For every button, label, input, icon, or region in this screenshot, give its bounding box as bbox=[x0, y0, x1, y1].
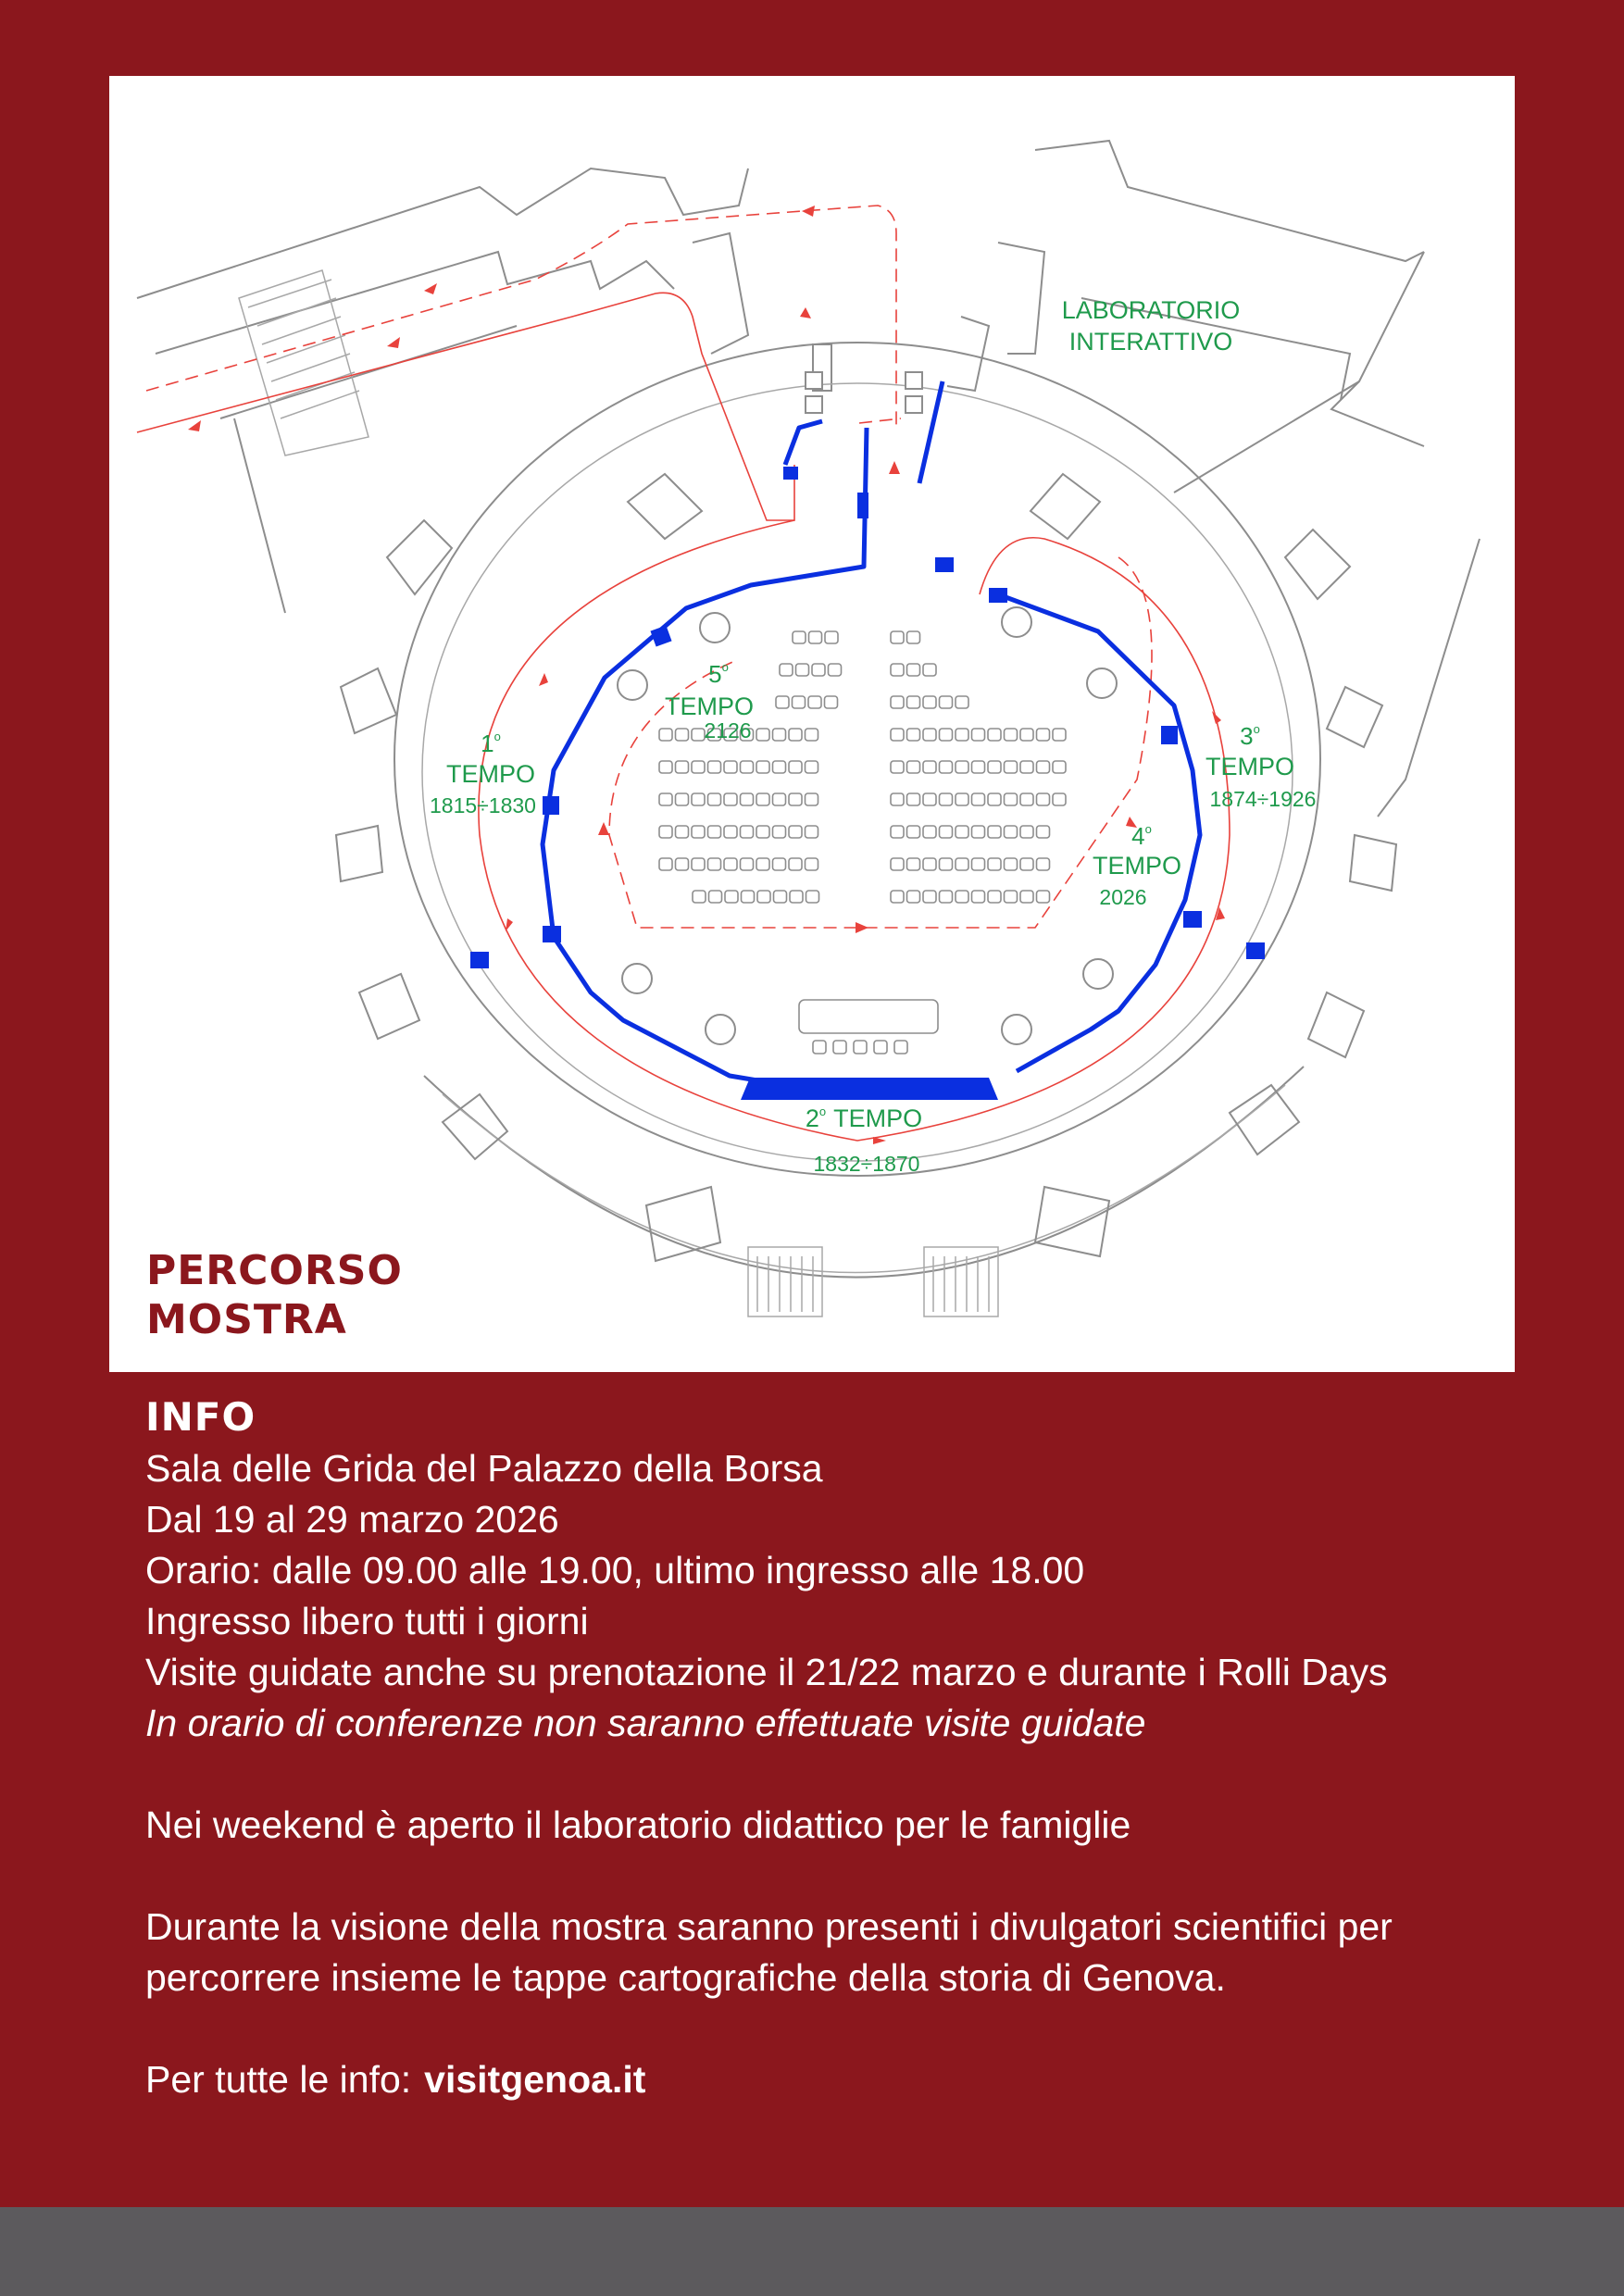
tempo3-number: 3$^o$ bbox=[1240, 722, 1260, 750]
seat bbox=[988, 729, 1001, 741]
tempo1-word: TEMPO bbox=[445, 760, 536, 788]
spacer bbox=[145, 1851, 1590, 1902]
tempo3-years: 1874÷1926 bbox=[1209, 787, 1317, 811]
seat bbox=[1020, 826, 1033, 838]
seat bbox=[956, 729, 968, 741]
map-title-line1: PERCORSO bbox=[146, 1247, 403, 1294]
seat bbox=[1005, 793, 1018, 805]
seat bbox=[692, 793, 705, 805]
seat bbox=[789, 761, 802, 773]
seat bbox=[907, 696, 920, 708]
seat bbox=[972, 761, 985, 773]
spacer bbox=[145, 1749, 1590, 1800]
seat bbox=[709, 891, 722, 903]
seat bbox=[923, 891, 936, 903]
seat bbox=[1053, 761, 1066, 773]
seat bbox=[725, 891, 738, 903]
seat bbox=[789, 793, 802, 805]
seat bbox=[776, 696, 789, 708]
tempo5-word: TEMPO bbox=[664, 693, 755, 720]
tempo5-years: 2126 bbox=[704, 718, 752, 742]
seat bbox=[789, 858, 802, 870]
exhibition-map-panel bbox=[109, 76, 1515, 1372]
seat bbox=[891, 664, 904, 676]
speaker-table bbox=[799, 1000, 938, 1054]
tempo1-years: 1815÷1830 bbox=[430, 793, 536, 817]
seat bbox=[1020, 761, 1033, 773]
seat bbox=[972, 793, 985, 805]
tempo5-number: 5$^o$ bbox=[708, 660, 729, 688]
seat bbox=[693, 891, 706, 903]
seat bbox=[940, 793, 953, 805]
seat bbox=[923, 664, 936, 676]
seat bbox=[789, 826, 802, 838]
seat bbox=[1020, 729, 1033, 741]
seat bbox=[676, 729, 689, 741]
seat bbox=[659, 761, 672, 773]
info-more bbox=[145, 2054, 1590, 2105]
map-title bbox=[146, 1246, 403, 1344]
seat bbox=[940, 729, 953, 741]
seat bbox=[659, 858, 672, 870]
tempo4-number: 4$^o$ bbox=[1131, 822, 1152, 850]
seat bbox=[907, 826, 920, 838]
info-more-prefix: Per tutte le info: bbox=[145, 2058, 412, 2101]
visitor-route bbox=[137, 206, 1230, 1144]
seat bbox=[1020, 793, 1033, 805]
tempo3-word: TEMPO bbox=[1205, 753, 1295, 780]
visitgenoa-link[interactable]: visitgenoa.it bbox=[424, 2058, 646, 2101]
seat bbox=[692, 729, 705, 741]
seat bbox=[825, 631, 838, 643]
seat bbox=[956, 793, 968, 805]
seat bbox=[756, 858, 769, 870]
seat bbox=[1005, 729, 1018, 741]
entrance-stairs bbox=[748, 1247, 998, 1316]
seat bbox=[742, 891, 755, 903]
seat bbox=[708, 761, 721, 773]
seat bbox=[692, 761, 705, 773]
seat bbox=[907, 891, 920, 903]
seat bbox=[956, 696, 968, 708]
seat bbox=[773, 793, 786, 805]
seat bbox=[1005, 761, 1018, 773]
seat bbox=[891, 696, 904, 708]
tempo2-years: 1832÷1870 bbox=[813, 1152, 920, 1176]
staircase bbox=[239, 270, 369, 455]
seat bbox=[708, 826, 721, 838]
seat bbox=[692, 858, 705, 870]
info-divulgatori-line2: percorrere insieme le tappe cartografiche della storia di Genova. bbox=[145, 1956, 1226, 1999]
seat bbox=[796, 664, 809, 676]
seat bbox=[972, 858, 985, 870]
lab-label-line2: INTERATTIVO bbox=[1068, 328, 1233, 356]
seat bbox=[1020, 891, 1033, 903]
exhibition-panels bbox=[470, 381, 1265, 1100]
seat bbox=[923, 729, 936, 741]
seat bbox=[940, 858, 953, 870]
seat bbox=[659, 793, 672, 805]
seat bbox=[825, 696, 838, 708]
info-divulgatori-line1: Durante la visione della mostra saranno presenti i divulgatori scientifici per bbox=[145, 1905, 1393, 1948]
tempo4-word: TEMPO bbox=[1092, 852, 1182, 880]
seat bbox=[756, 793, 769, 805]
seat bbox=[676, 761, 689, 773]
seat bbox=[988, 826, 1001, 838]
seat bbox=[793, 696, 806, 708]
seat bbox=[923, 793, 936, 805]
seat bbox=[907, 761, 920, 773]
seat bbox=[724, 761, 737, 773]
seat bbox=[659, 826, 672, 838]
seat bbox=[812, 664, 825, 676]
seat bbox=[659, 729, 672, 741]
seat bbox=[988, 761, 1001, 773]
seat bbox=[829, 664, 842, 676]
footer-bar bbox=[0, 2207, 1624, 2296]
tempo2-label: 2$^o$ TEMPO bbox=[805, 1104, 923, 1132]
seat bbox=[741, 826, 754, 838]
seat bbox=[956, 858, 968, 870]
seat bbox=[773, 761, 786, 773]
seat bbox=[806, 826, 818, 838]
seat bbox=[756, 826, 769, 838]
seat bbox=[907, 664, 920, 676]
seat bbox=[1037, 793, 1050, 805]
seat bbox=[708, 793, 721, 805]
seat bbox=[676, 858, 689, 870]
seat bbox=[780, 664, 793, 676]
seat bbox=[724, 826, 737, 838]
seat bbox=[774, 891, 787, 903]
info-entry: Ingresso libero tutti i giorni bbox=[145, 1600, 589, 1642]
info-guided-tours: Visite guidate anche su prenotazione il 21/22 marzo e durante i Rolli Days bbox=[145, 1651, 1388, 1693]
seat bbox=[988, 891, 1001, 903]
seat bbox=[891, 858, 904, 870]
seat bbox=[1037, 891, 1050, 903]
seat bbox=[1020, 858, 1033, 870]
map-title-line2: MOSTRA bbox=[146, 1296, 347, 1343]
seat bbox=[809, 631, 822, 643]
seat bbox=[940, 761, 953, 773]
seat bbox=[1053, 729, 1066, 741]
tempo1-number: 1$^o$ bbox=[481, 730, 501, 757]
floor-plan-map bbox=[109, 76, 1515, 1372]
seat bbox=[891, 826, 904, 838]
seat bbox=[806, 793, 818, 805]
seat bbox=[940, 696, 953, 708]
info-heading: INFO bbox=[145, 1394, 256, 1440]
seat bbox=[1005, 891, 1018, 903]
seat bbox=[1005, 826, 1018, 838]
lab-label-line1: LABORATORIO bbox=[1061, 296, 1241, 324]
seat bbox=[806, 891, 819, 903]
seat bbox=[891, 891, 904, 903]
seat bbox=[956, 761, 968, 773]
seat bbox=[741, 761, 754, 773]
seat bbox=[907, 793, 920, 805]
seat bbox=[808, 696, 821, 708]
tempo4-years: 2026 bbox=[1099, 885, 1147, 909]
seat bbox=[1037, 826, 1050, 838]
seat bbox=[956, 891, 968, 903]
seat bbox=[940, 891, 953, 903]
seat bbox=[891, 793, 904, 805]
seat bbox=[724, 793, 737, 805]
info-weekend: Nei weekend è aperto il laboratorio didattico per le famiglie bbox=[145, 1803, 1131, 1846]
seat bbox=[1037, 858, 1050, 870]
seat bbox=[907, 631, 920, 643]
seat bbox=[806, 761, 818, 773]
wall-niches bbox=[336, 474, 1396, 1261]
seat bbox=[806, 729, 818, 741]
seat bbox=[676, 826, 689, 838]
seat bbox=[907, 729, 920, 741]
seat bbox=[724, 858, 737, 870]
seat bbox=[907, 858, 920, 870]
info-hours: Orario: dalle 09.00 alle 19.00, ultimo ingresso alle 18.00 bbox=[145, 1549, 1085, 1591]
seat bbox=[891, 631, 904, 643]
seat bbox=[923, 761, 936, 773]
seat bbox=[988, 858, 1001, 870]
info-dates: Dal 19 al 29 marzo 2026 bbox=[145, 1498, 559, 1541]
seat bbox=[923, 858, 936, 870]
seat bbox=[756, 761, 769, 773]
seat bbox=[757, 891, 770, 903]
seat bbox=[891, 729, 904, 741]
seat bbox=[692, 826, 705, 838]
seat bbox=[972, 891, 985, 903]
seat bbox=[1053, 793, 1066, 805]
spacer bbox=[145, 2003, 1590, 2054]
seat bbox=[773, 729, 786, 741]
seat bbox=[1037, 729, 1050, 741]
seat bbox=[741, 793, 754, 805]
info-venue: Sala delle Grida del Palazzo della Borsa bbox=[145, 1447, 823, 1490]
seat bbox=[940, 826, 953, 838]
seat bbox=[1005, 858, 1018, 870]
seat bbox=[891, 761, 904, 773]
seat bbox=[972, 729, 985, 741]
info-note: In orario di conferenze non saranno effettuate visite guidate bbox=[145, 1702, 1146, 1744]
seat bbox=[773, 826, 786, 838]
seat bbox=[741, 858, 754, 870]
seat bbox=[790, 891, 803, 903]
seat bbox=[789, 729, 802, 741]
seat bbox=[956, 826, 968, 838]
seat bbox=[972, 826, 985, 838]
seat bbox=[676, 793, 689, 805]
seat bbox=[793, 631, 806, 643]
seat bbox=[773, 858, 786, 870]
info-section bbox=[145, 1391, 1590, 2105]
seat bbox=[1037, 761, 1050, 773]
seat bbox=[988, 793, 1001, 805]
seat bbox=[756, 729, 769, 741]
seat bbox=[708, 858, 721, 870]
seat bbox=[923, 826, 936, 838]
seat bbox=[806, 858, 818, 870]
seat bbox=[923, 696, 936, 708]
